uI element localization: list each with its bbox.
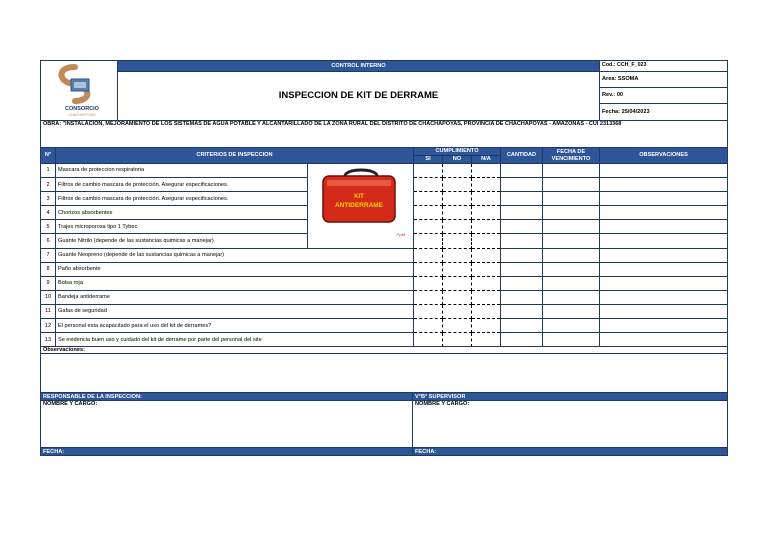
row-criteria: Filtros de cambio mascara de protección. Asegurar especificaciones.	[56, 192, 308, 206]
table-row	[41, 262, 728, 276]
check-no[interactable]	[443, 248, 472, 262]
observation-cell[interactable]	[600, 304, 728, 318]
col-compliance: CUMPLIMIENTO	[414, 148, 501, 156]
check-na[interactable]	[472, 234, 501, 248]
check-na[interactable]	[472, 164, 501, 178]
expiry-cell[interactable]	[543, 234, 600, 248]
quantity-cell[interactable]	[501, 333, 543, 347]
antiderrame-label: ANTIDERRAME	[334, 202, 384, 209]
col-no: NO	[443, 156, 472, 164]
quantity-cell[interactable]	[501, 319, 543, 333]
expiry-cell[interactable]	[543, 164, 600, 178]
table-row	[41, 164, 728, 178]
meta-area: Area: SSOMA	[600, 72, 728, 88]
expiry-cell[interactable]	[543, 304, 600, 318]
check-na[interactable]	[472, 192, 501, 206]
check-si[interactable]	[414, 206, 443, 220]
responsable-date[interactable]: FECHA:	[41, 448, 413, 456]
obra-description: OBRA: "INSTALACION, MEJORAMIENTO DE LOS SISTEMAS DE AGUA POTABLE Y ALCANTARILLADO DE LA ZONA RURAL DEL DISTRITO DE CHACHAPOYAS, PROVINCIA DE CHACHAPOYAS - AMAZONAS - CUI 2313368	[41, 121, 728, 148]
row-criteria: Guante Neopreno (depende de las sustancias quimicas a manejar)	[56, 248, 414, 262]
row-number: 9	[41, 276, 56, 290]
check-na[interactable]	[472, 220, 501, 234]
spill-kit-bag-image	[309, 164, 413, 248]
row-number: 5	[41, 220, 56, 234]
observation-cell[interactable]	[600, 290, 728, 304]
quantity-cell[interactable]	[501, 262, 543, 276]
row-number: 4	[41, 206, 56, 220]
row-number: 3	[41, 192, 56, 206]
responsable-header: RESPONSABLE DE LA INSPECCION:	[41, 393, 413, 401]
meta-date: Fecha: 25/04/2023	[600, 104, 728, 121]
supervisor-name-field[interactable]: NOMBRE Y CARGO:	[413, 401, 728, 448]
table-row	[41, 276, 728, 290]
observation-cell[interactable]	[600, 192, 728, 206]
col-observations: OBSERVACIONES	[600, 148, 728, 164]
table-row	[41, 248, 728, 262]
check-na[interactable]	[472, 333, 501, 347]
check-no[interactable]	[443, 164, 472, 178]
check-no[interactable]	[443, 234, 472, 248]
quantity-cell[interactable]	[501, 234, 543, 248]
row-criteria: Chorizos absorbentes	[56, 206, 308, 220]
check-si[interactable]	[414, 290, 443, 304]
page-title: INSPECCION DE KIT DE DERRAME	[118, 72, 600, 121]
row-criteria: Bolsa roja	[56, 276, 414, 290]
row-number: 2	[41, 178, 56, 192]
check-no[interactable]	[443, 206, 472, 220]
check-si[interactable]	[414, 276, 443, 290]
row-criteria: Se evidencia buen uso y cuidado del kit de derrame por parte del personal del site	[56, 333, 414, 347]
observation-cell[interactable]	[600, 319, 728, 333]
kit-photo-cell	[308, 164, 414, 249]
col-expiry: FECHA DE VENCIMIENTO	[543, 148, 600, 164]
check-si[interactable]	[414, 220, 443, 234]
row-criteria: Mascara de proteccion respiratoria	[56, 164, 308, 178]
check-no[interactable]	[443, 178, 472, 192]
observation-cell[interactable]	[600, 178, 728, 192]
row-number: 8	[41, 262, 56, 276]
observation-cell[interactable]	[600, 248, 728, 262]
quantity-cell[interactable]	[501, 220, 543, 234]
check-na[interactable]	[472, 262, 501, 276]
quantity-cell[interactable]	[501, 206, 543, 220]
expiry-cell[interactable]	[543, 220, 600, 234]
observation-cell[interactable]	[600, 220, 728, 234]
row-criteria: Paño absorbente	[56, 262, 414, 276]
row-criteria: Guante Nitrilo (depende de las sustancias quimicas a manejar)	[56, 234, 308, 248]
row-criteria: Gafas de seguridad	[56, 304, 414, 318]
row-criteria: El personal esta acapacitado para el uso del kit de derrames?	[56, 319, 414, 333]
check-no[interactable]	[443, 220, 472, 234]
check-no[interactable]	[443, 262, 472, 276]
observation-cell[interactable]	[600, 262, 728, 276]
row-number: 1	[41, 164, 56, 178]
quantity-cell[interactable]	[501, 192, 543, 206]
row-criteria: Trajes microporosa tipo 1 Tybec	[56, 220, 308, 234]
expiry-cell[interactable]	[543, 290, 600, 304]
check-si[interactable]	[414, 262, 443, 276]
check-na[interactable]	[472, 304, 501, 318]
observation-cell[interactable]	[600, 234, 728, 248]
check-no[interactable]	[443, 276, 472, 290]
responsable-name-field[interactable]: NOMBRE Y CARGO:	[41, 401, 413, 448]
check-na[interactable]	[472, 178, 501, 192]
row-number: 12	[41, 319, 56, 333]
check-no[interactable]	[443, 192, 472, 206]
supervisor-header: V°B° SUPERVISOR	[413, 393, 728, 401]
check-na[interactable]	[472, 248, 501, 262]
kit-label: KIT	[354, 194, 364, 200]
col-quantity: CANTIDAD	[501, 148, 543, 164]
expiry-cell[interactable]	[543, 333, 600, 347]
quantity-cell[interactable]	[501, 290, 543, 304]
quantity-cell[interactable]	[501, 248, 543, 262]
table-row	[41, 304, 728, 318]
table-row	[41, 319, 728, 333]
footer-table	[40, 346, 728, 456]
check-no[interactable]	[443, 290, 472, 304]
table-row	[41, 290, 728, 304]
expiry-cell[interactable]	[543, 248, 600, 262]
svg-text:CHACHAPOYAS: CHACHAPOYAS	[68, 113, 96, 117]
row-criteria: Filtros de cambio mascara de protección. Asegurar especificaciones.	[56, 178, 308, 192]
inspection-sheet	[40, 60, 727, 456]
row-number: 7	[41, 248, 56, 262]
svg-text:CONSORCIO: CONSORCIO	[65, 106, 99, 112]
observation-cell[interactable]	[600, 333, 728, 347]
observation-cell[interactable]	[600, 206, 728, 220]
check-no[interactable]	[443, 319, 472, 333]
expiry-cell[interactable]	[543, 262, 600, 276]
expiry-cell[interactable]	[543, 276, 600, 290]
expiry-cell[interactable]	[543, 178, 600, 192]
col-na: N/A	[472, 156, 501, 164]
check-no[interactable]	[443, 304, 472, 318]
observaciones-field[interactable]	[41, 354, 728, 393]
supervisor-date[interactable]: FECHA:	[413, 448, 728, 456]
meta-rev: Rev.: 00	[600, 88, 728, 104]
check-no[interactable]	[443, 333, 472, 347]
expiry-cell[interactable]	[543, 319, 600, 333]
check-na[interactable]	[472, 206, 501, 220]
check-na[interactable]	[472, 276, 501, 290]
logo-cell	[41, 61, 118, 121]
row-number: 6	[41, 234, 56, 248]
row-number: 10	[41, 290, 56, 304]
expiry-cell[interactable]	[543, 192, 600, 206]
check-si[interactable]	[414, 192, 443, 206]
meta-code: Cod.: CCH_F_023	[600, 61, 728, 72]
brand-label: Pyrkit	[396, 233, 406, 237]
check-si[interactable]	[414, 319, 443, 333]
table-row	[41, 333, 728, 347]
quantity-cell[interactable]	[501, 304, 543, 318]
consorcio-logo	[45, 63, 118, 121]
check-na[interactable]	[472, 290, 501, 304]
control-interno-label: CONTROL INTERNO	[118, 61, 600, 72]
observation-cell[interactable]	[600, 164, 728, 178]
observaciones-label: Observaciones:	[41, 347, 728, 354]
col-criteria: CRITERIOS DE INSPECCION	[56, 148, 414, 164]
check-si[interactable]	[414, 248, 443, 262]
quantity-cell[interactable]	[501, 178, 543, 192]
col-num: N°	[41, 148, 56, 164]
check-si[interactable]	[414, 234, 443, 248]
check-na[interactable]	[472, 319, 501, 333]
inspection-table	[40, 60, 728, 347]
row-number: 13	[41, 333, 56, 347]
row-number: 11	[41, 304, 56, 318]
quantity-cell[interactable]	[501, 276, 543, 290]
expiry-cell[interactable]	[543, 206, 600, 220]
check-si[interactable]	[414, 333, 443, 347]
observation-cell[interactable]	[600, 276, 728, 290]
col-si: SI	[414, 156, 443, 164]
check-si[interactable]	[414, 164, 443, 178]
quantity-cell[interactable]	[501, 164, 543, 178]
check-si[interactable]	[414, 178, 443, 192]
check-si[interactable]	[414, 304, 443, 318]
row-criteria: Bandeja antiderrame	[56, 290, 414, 304]
